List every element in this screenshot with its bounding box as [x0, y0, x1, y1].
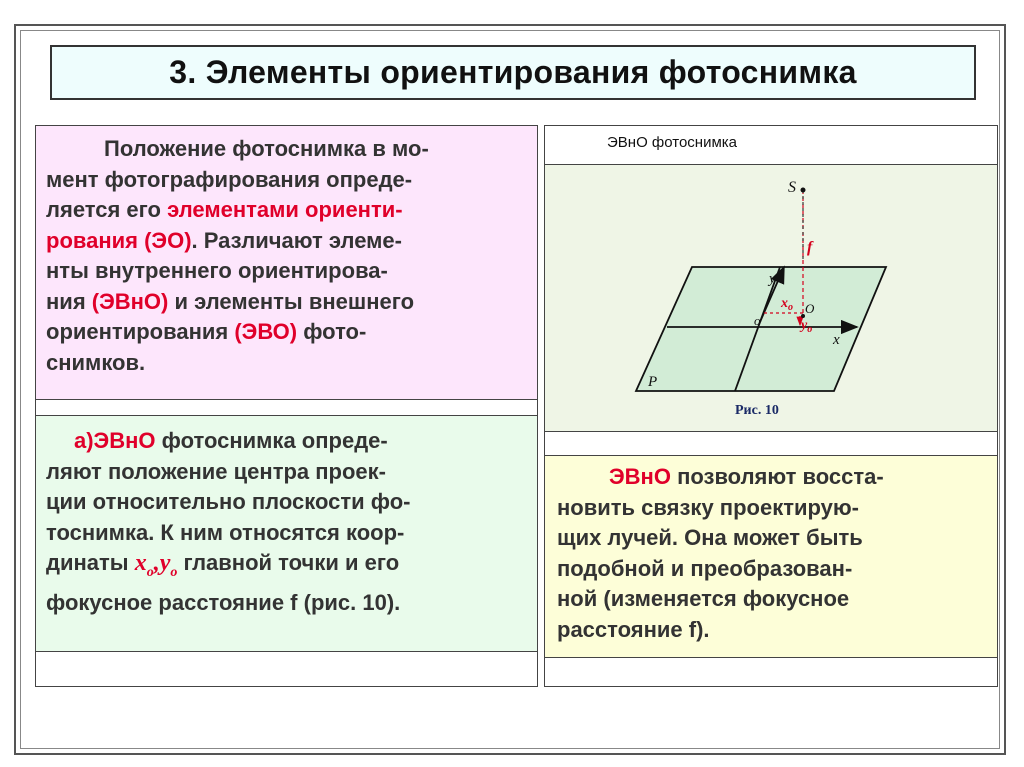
figure-10-diagram	[545, 165, 997, 431]
figure-header: ЭВнО фотоснимка	[607, 134, 738, 151]
text-line: щих лучей. Она может быть	[557, 525, 863, 550]
text-line: динаты	[46, 550, 135, 575]
highlighted-term: элементами ориенти-	[167, 197, 403, 222]
page-title: 3. Элементы ориентирования фотоснимка	[169, 54, 857, 90]
text-line: ции относительно плоскости фо-	[46, 489, 411, 514]
text-span: ориентирования	[46, 319, 235, 344]
left-separator	[35, 399, 538, 416]
text-span: ляется его	[46, 197, 168, 222]
text-span: Положение фотоснимка в мо-	[104, 136, 429, 161]
label-xo: $x_o$	[781, 296, 793, 313]
left-footer-strip	[35, 651, 538, 687]
left-bottom-text	[46, 426, 529, 619]
image-plane	[636, 267, 886, 391]
right-separator	[544, 431, 998, 456]
left-top-panel	[35, 125, 538, 400]
evno-term: а)ЭВнО	[74, 428, 156, 453]
text-line	[46, 256, 529, 287]
text-line: фотоснимка опреде-	[155, 428, 388, 453]
text-line	[46, 134, 529, 165]
figure-caption: Рис. 10	[735, 403, 779, 418]
label-P: P	[648, 374, 658, 390]
text-span: и элементы внешнего	[168, 288, 415, 314]
text-span: мент фотографирования опреде-	[46, 166, 413, 192]
text-line: ляют положение центра проек-	[46, 458, 387, 484]
text-line: главной точки и его	[177, 550, 400, 575]
text-line	[46, 287, 529, 318]
highlighted-term: (ЭВО)	[234, 319, 298, 344]
text-line	[46, 165, 529, 196]
left-top-text	[46, 134, 529, 378]
right-bottom-text	[557, 462, 987, 645]
text-line	[46, 317, 529, 348]
text-line	[46, 226, 529, 257]
evno-term: ЭВнО	[609, 464, 671, 489]
label-yo: $y_o$	[801, 318, 813, 335]
text-span: нты внутреннего ориентирова-	[46, 258, 388, 283]
text-line: подобной и преобразован-	[557, 555, 853, 581]
label-S: S	[788, 179, 796, 196]
title-box	[50, 45, 976, 100]
text-span: . Различают элеме-	[191, 227, 402, 253]
right-top-header	[544, 125, 998, 165]
text-line	[46, 348, 529, 379]
text-line: расстояние f).	[557, 616, 710, 642]
text-span: фото-	[297, 319, 367, 344]
right-footer-strip	[544, 657, 998, 687]
label-y: y	[769, 271, 776, 287]
text-line: тоснимка. К ним относятся коор-	[46, 519, 405, 545]
label-f: f	[807, 239, 813, 256]
left-bottom-panel	[35, 415, 538, 652]
label-x: x	[833, 332, 840, 348]
text-line: фокусное расстояние f (рис. 10).	[46, 590, 401, 616]
text-span: снимков.	[46, 349, 146, 375]
label-o-lower: o	[754, 313, 761, 328]
text-line: новить связку проектирую-	[557, 494, 859, 520]
text-line: ной (изменяется фокусное	[557, 586, 850, 611]
text-line	[46, 195, 529, 226]
xo-yo-vars: $x_o,y_o$	[134, 550, 178, 580]
right-bottom-panel	[544, 455, 998, 658]
right-top-panel	[544, 164, 998, 432]
text-line: позволяют восста-	[670, 464, 884, 489]
highlighted-term: (ЭВнО)	[91, 288, 169, 314]
label-O-upper: O	[805, 301, 815, 316]
text-span: ния	[46, 288, 92, 314]
highlighted-term: рования (ЭО)	[46, 227, 192, 253]
